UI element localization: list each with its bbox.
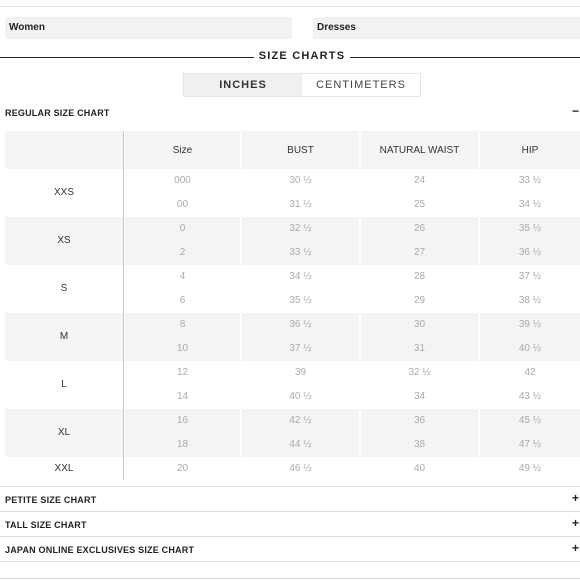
cell-natural-waist: 36 xyxy=(413,415,426,426)
cell-hip: 35 ½ xyxy=(518,223,542,234)
cell-size: 20 xyxy=(176,463,189,474)
size-label: S xyxy=(60,283,68,294)
top-divider xyxy=(0,6,580,7)
cell-size: 0 xyxy=(179,223,186,234)
cell-size: 18 xyxy=(176,439,189,450)
size-label: L xyxy=(61,379,67,390)
header-hip: HIP xyxy=(480,131,580,169)
section-divider xyxy=(0,486,580,487)
section-petite-size-chart[interactable] xyxy=(0,491,580,511)
subcategory-select[interactable]: Dresses xyxy=(313,17,580,39)
size-label: XL xyxy=(57,427,71,438)
cell-hip: 45 ½ xyxy=(518,415,542,426)
cell-size: 000 xyxy=(174,175,191,186)
cell-hip: 39 ½ xyxy=(518,319,542,330)
section-japan-size-chart[interactable] xyxy=(0,541,580,561)
cell-natural-waist: 34 xyxy=(413,391,426,402)
header-bust: BUST xyxy=(242,131,359,169)
table-row xyxy=(5,337,580,361)
title-rule-left xyxy=(0,57,254,58)
tab-inches[interactable]: INCHES xyxy=(184,74,302,96)
unit-toggle xyxy=(183,73,421,97)
section-tall-size-chart[interactable] xyxy=(0,516,580,536)
cell-bust: 30 ½ xyxy=(289,175,312,186)
table-row xyxy=(5,409,580,433)
table-row xyxy=(5,361,580,385)
cell-hip: 36 ½ xyxy=(518,247,542,258)
table-row xyxy=(5,169,580,193)
size-group-row xyxy=(5,265,580,313)
cell-natural-waist: 28 xyxy=(413,271,426,282)
cell-hip: 38 ½ xyxy=(518,295,542,306)
expand-icon[interactable]: + xyxy=(571,516,579,530)
header-size: Size xyxy=(125,131,240,169)
bottom-divider xyxy=(0,578,580,579)
cell-bust: 44 ½ xyxy=(289,439,312,450)
cell-size: 00 xyxy=(176,199,189,210)
cell-natural-waist: 40 xyxy=(413,463,426,474)
section-label: JAPAN ONLINE EXCLUSIVES SIZE CHART xyxy=(5,545,195,555)
table-row xyxy=(5,457,580,481)
cell-hip: 42 xyxy=(524,367,536,378)
cell-bust: 46 ½ xyxy=(289,463,312,474)
table-row xyxy=(5,217,580,241)
section-label: TALL SIZE CHART xyxy=(5,520,87,530)
cell-bust: 42 ½ xyxy=(289,415,312,426)
cell-natural-waist: 32 ½ xyxy=(408,367,431,378)
cell-bust: 33 ½ xyxy=(289,247,312,258)
table-header-row xyxy=(5,131,580,169)
table-row xyxy=(5,385,580,409)
size-chart-table xyxy=(5,131,580,480)
cell-hip: 43 ½ xyxy=(518,391,542,402)
filter-bar xyxy=(5,17,580,39)
table-row xyxy=(5,241,580,265)
cell-hip: 34 ½ xyxy=(518,199,542,210)
cell-natural-waist: 29 xyxy=(413,295,426,306)
section-label: REGULAR SIZE CHART xyxy=(5,108,110,118)
size-group-row xyxy=(5,361,580,409)
cell-natural-waist: 38 xyxy=(413,439,426,450)
size-label: XXL xyxy=(54,463,74,474)
table-row xyxy=(5,433,580,457)
cell-bust: 36 ½ xyxy=(289,319,312,330)
cell-bust: 39 xyxy=(294,367,307,378)
tab-centimeters[interactable]: CENTIMETERS xyxy=(302,74,420,96)
cell-natural-waist: 30 xyxy=(413,319,426,330)
cell-size: 8 xyxy=(179,319,186,330)
size-group-row xyxy=(5,409,580,457)
cell-size: 16 xyxy=(176,415,189,426)
size-group-row xyxy=(5,313,580,361)
size-group-row xyxy=(5,169,580,217)
expand-icon[interactable]: + xyxy=(571,541,579,555)
cell-size: 10 xyxy=(176,343,189,354)
cell-size: 4 xyxy=(179,271,186,282)
cell-bust: 34 ½ xyxy=(289,271,312,282)
cell-hip: 33 ½ xyxy=(518,175,542,186)
cell-bust: 31 ½ xyxy=(289,199,312,210)
cell-natural-waist: 27 xyxy=(413,247,426,258)
section-divider xyxy=(0,536,580,537)
cell-size: 14 xyxy=(176,391,189,402)
cell-bust: 40 ½ xyxy=(289,391,312,402)
size-label: XS xyxy=(57,235,71,246)
cell-size: 12 xyxy=(176,367,189,378)
table-row xyxy=(5,289,580,313)
collapse-icon[interactable]: − xyxy=(571,104,579,118)
section-divider xyxy=(0,561,580,562)
title-rule-right xyxy=(350,57,580,58)
cell-hip: 47 ½ xyxy=(518,439,542,450)
cell-bust: 32 ½ xyxy=(289,223,312,234)
cell-bust: 37 ½ xyxy=(289,343,312,354)
table-row xyxy=(5,193,580,217)
size-group-row xyxy=(5,457,580,481)
section-regular-size-chart[interactable] xyxy=(0,104,580,124)
page-title: SIZE CHARTS xyxy=(258,50,346,62)
size-label: M xyxy=(59,331,69,342)
size-label: XXS xyxy=(53,187,74,198)
cell-hip: 37 ½ xyxy=(518,271,542,282)
expand-icon[interactable]: + xyxy=(571,491,579,505)
cell-size: 2 xyxy=(179,247,186,258)
header-natural-waist: NATURAL WAIST xyxy=(361,131,478,169)
section-label: PETITE SIZE CHART xyxy=(5,495,97,505)
category-select[interactable]: Women xyxy=(5,17,292,39)
page-title-row xyxy=(0,50,580,64)
cell-hip: 40 ½ xyxy=(518,343,542,354)
section-divider xyxy=(0,511,580,512)
table-row xyxy=(5,313,580,337)
cell-natural-waist: 25 xyxy=(413,199,426,210)
cell-size: 6 xyxy=(179,295,186,306)
table-row xyxy=(5,265,580,289)
header-blank xyxy=(5,131,123,169)
cell-natural-waist: 24 xyxy=(413,175,426,186)
cell-hip: 49 ½ xyxy=(518,463,542,474)
cell-natural-waist: 26 xyxy=(413,223,426,234)
size-column-divider xyxy=(123,131,124,480)
size-group-row xyxy=(5,217,580,265)
cell-bust: 35 ½ xyxy=(289,295,312,306)
cell-natural-waist: 31 xyxy=(413,343,426,354)
